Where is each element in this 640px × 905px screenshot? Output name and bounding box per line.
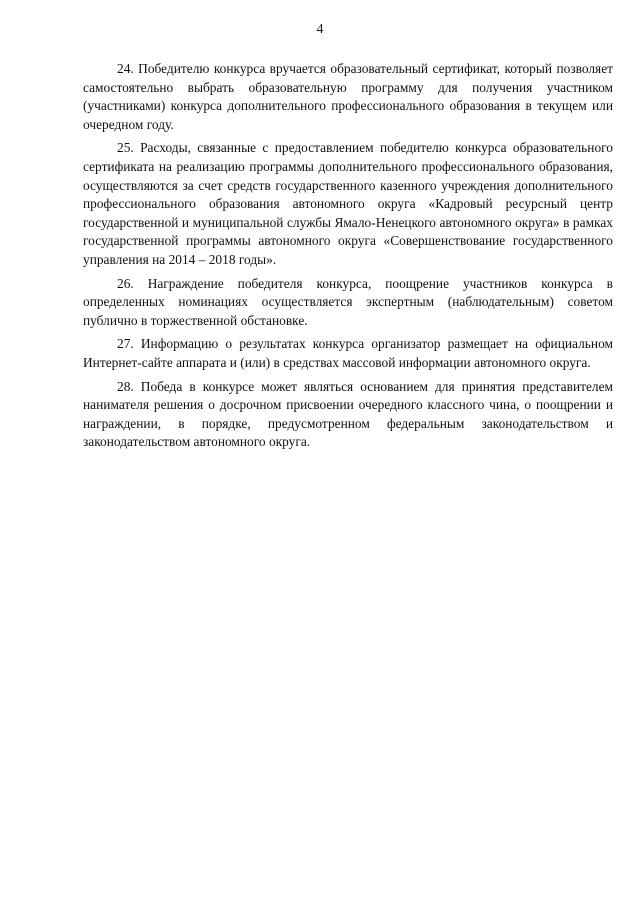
paragraph-24: 24. Победителю конкурса вручается образовательный сертификат, который позволяет самостоятельно выбрать образовательную программу для получения участником (участниками) конкурса дополнительного профессионального образования в текущем или очередном году. bbox=[83, 61, 613, 132]
page-number: 4 bbox=[316, 22, 324, 37]
paragraph-27: 27. Информацию о результатах конкурса организатор размещает на официальном Интернет-сайте аппарата и (или) в средствах массовой информации автономного округа. bbox=[83, 336, 613, 370]
paragraph-26: 26. Награждение победителя конкурса, поощрение участников конкурса в определенных номинациях осуществляется экспертным (наблюдательным) советом публично в торжественной обстановке. bbox=[83, 275, 613, 328]
document-body bbox=[83, 60, 613, 457]
paragraph-28: 28. Победа в конкурсе может являться основанием для принятия представителем нанимателя решения о досрочном присвоении очередного классного чина, о поощрении и награждении, в порядке, предусмотренном федеральным законодательством и законодательством автономного округа. bbox=[83, 378, 613, 450]
paragraph-25: 25. Расходы, связанные с предоставлением победителю конкурса образовательного сертификата на реализацию программы дополнительного профессионального образования, осуществляются за счет средств государственного казенного учреждения дополнительного профессионального образования автономного округа «Кадровый ресурсный центр государственной и муниципальной службы Ямало-Ненецкого автономного округа» в рамках государственной программы автономного округа «Совершенствование государственного управления на 2014 – 2018 годы». bbox=[83, 140, 613, 267]
